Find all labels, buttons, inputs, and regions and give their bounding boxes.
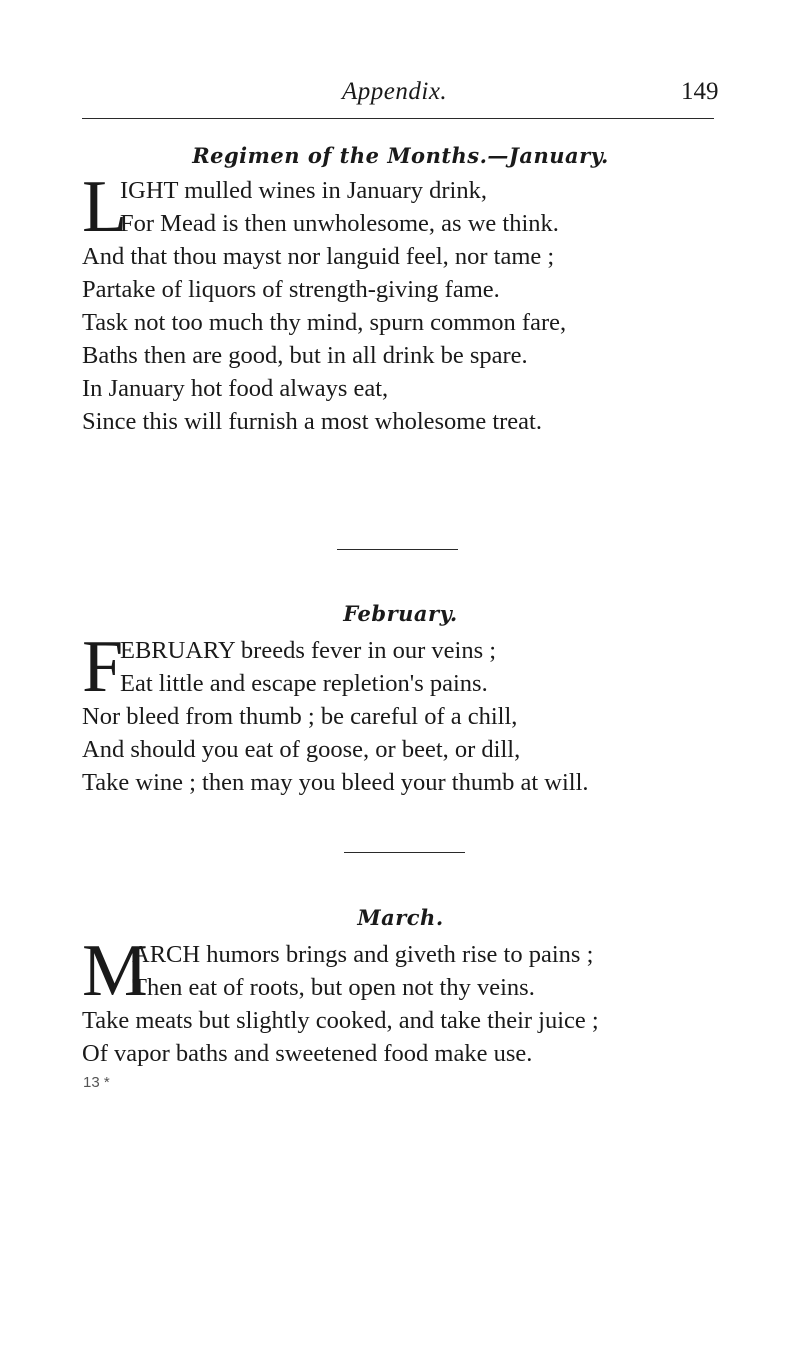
january-title: Regimen of the Months.—January. [192, 143, 609, 168]
running-head [0, 78, 801, 114]
verse-line: Then eat of roots, but open not thy veins. [132, 974, 535, 1001]
march-dropcap: M [82, 930, 148, 1012]
verse-line: Eat little and escape repletion's pains. [120, 670, 488, 697]
section-divider [337, 549, 458, 550]
march-verse [82, 930, 782, 1070]
verse-line: EBRUARY breeds fever in our veins ; [120, 637, 497, 664]
verse-line: Nor bleed from thumb ; be careful of a chill, [82, 703, 518, 730]
verse-line: Take wine ; then may you bleed your thumb at will. [82, 769, 589, 796]
verse-line: Baths then are good, but in all drink be spare. [82, 342, 528, 369]
verse-line: IGHT mulled wines in January drink, [120, 177, 487, 204]
section-divider [344, 852, 465, 853]
january-verse [82, 166, 782, 438]
verse-line: And should you eat of goose, or beet, or dill, [82, 736, 521, 763]
header-rule [82, 118, 714, 119]
february-verse [82, 626, 782, 799]
verse-line: Of vapor baths and sweetened food make use. [82, 1040, 533, 1067]
march-title: March. [357, 905, 444, 930]
verse-line: In January hot food always eat, [82, 375, 389, 402]
verse-line: Take meats but slightly cooked, and take their juice ; [82, 1007, 599, 1034]
verse-line: And that thou mayst nor languid feel, nor tame ; [82, 243, 555, 270]
verse-line: ARCH humors brings and giveth rise to pains ; [132, 941, 594, 968]
verse-line: Partake of liquors of strength-giving fame. [82, 276, 500, 303]
running-title: Appendix. [342, 78, 448, 105]
verse-line: Task not too much thy mind, spurn common fare, [82, 309, 567, 336]
february-dropcap: F [82, 626, 124, 708]
verse-line: For Mead is then unwholesome, as we think. [120, 210, 559, 237]
signature-mark: 13 * [83, 1074, 110, 1091]
january-dropcap: L [82, 166, 128, 248]
february-title: February. [343, 601, 458, 626]
page-number: 149 [681, 78, 719, 105]
verse-line: Since this will furnish a most wholesome treat. [82, 408, 542, 435]
